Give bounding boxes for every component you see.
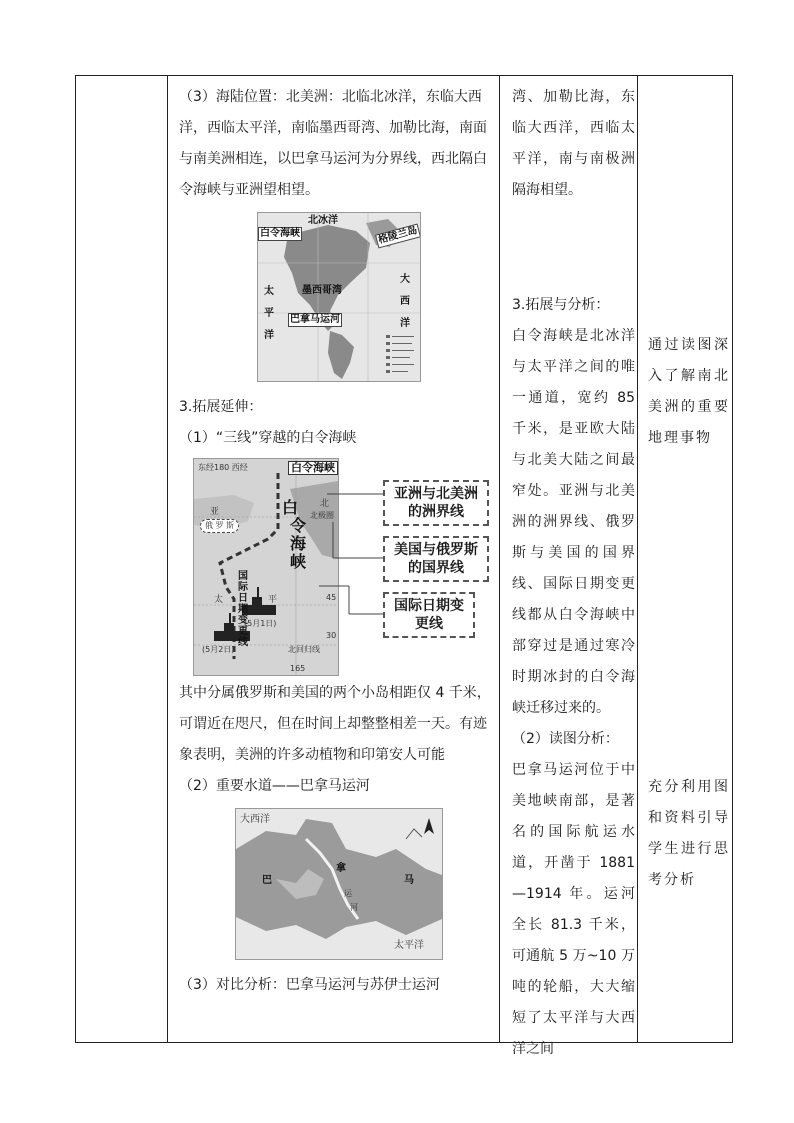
- map3-ba-label: 巴: [262, 875, 272, 886]
- ship-date-may1: (5月1日): [244, 619, 277, 628]
- gulf-of-mexico-label: 墨西哥湾: [302, 285, 342, 296]
- sea-land-position-paragraph: （3）海陆位置：北美洲：北临北冰洋，东临大西洋，西临太平洋，南临墨西哥湾、加勒比海，南面与南美洲相连，以巴拿马运河为分界线，西北隔白令海峡与亚洲望相望。: [179, 89, 487, 198]
- bering-strait-label: 白令海峡: [260, 228, 300, 239]
- column-divider: [499, 76, 500, 1042]
- north-arrow-icon: [424, 817, 434, 835]
- panama-canal-map: [235, 808, 443, 960]
- student-heading: 3.拓展与分析：: [512, 297, 610, 313]
- callout-national-boundary: 美国与俄罗斯 的国界线: [383, 536, 489, 582]
- north-america-map: [257, 212, 421, 382]
- pacific-ocean-label: 太平洋: [264, 286, 274, 341]
- bering-strait-geography: [194, 459, 338, 675]
- callout-continent-boundary: 亚洲与北美洲 的洲界线: [383, 480, 489, 526]
- map3-atlantic-label: 大西洋: [240, 814, 270, 825]
- north-america-label: 北: [320, 499, 330, 509]
- islands-paragraph: 其中分属俄罗斯和美国的两个小岛相距仅 4 千米，可谓近在咫尺，但在时间上却整整相差一天。有迹象表明，美洲的许多动植物和印第安人可能: [179, 685, 491, 763]
- student-para-3: 巴拿马运河位于中美地峡南部，是著名的国际航运水道，开凿于 1881—1914 年。运河全长 81.3 千米，可通航 5 万~10 万吨的轮船，大大缩短了太平洋与大西洋之间: [512, 762, 635, 1057]
- map3-ma-label: 马: [404, 875, 414, 886]
- panama-canal-figure: [179, 808, 493, 970]
- student-para-2: 白令海峡是北冰洋与太平洋之间的唯一通道，宽约 85 千米，是亚欧大陆与北美大陆之间最窄处。亚洲与北美洲的洲界线、俄罗斯与美国的国界线、国际日期变更线都从白令海峡中部穿过是通过寒冷时期冰封的白令海峡迁移过来的。: [512, 328, 635, 716]
- spacer: [512, 206, 635, 290]
- pacific-label-2: 平: [268, 595, 278, 605]
- lat-45-label: 45: [326, 593, 337, 602]
- bering-subheading: （1）“三线”穿越的白令海峡: [179, 430, 357, 446]
- column-divider: [167, 76, 168, 1042]
- map3-pacific-label: 太平洋: [394, 940, 424, 951]
- atlantic-ocean-label: 大西洋: [400, 274, 410, 329]
- strait-label-4: 峡: [290, 552, 307, 571]
- lesson-table: [75, 75, 733, 1057]
- longitude-label: 东经180 西经: [198, 463, 248, 472]
- greenland-label: 格陵兰岛: [375, 224, 421, 249]
- column-divider: [637, 76, 638, 1042]
- tropic-label: 北回归线: [288, 645, 320, 654]
- strait-label-3: 海: [290, 534, 307, 553]
- asia-label: 亚: [210, 507, 220, 517]
- student-subheading-2: （2）读图分析：: [512, 731, 619, 747]
- idl-vertical-label: 国 际 日 期 变 更 线: [238, 571, 248, 648]
- map3-canal-label: 运: [344, 889, 352, 898]
- comparison-subheading: （3）对比分析：巴拿马运河与苏伊士运河: [179, 977, 440, 993]
- north-america-map-figure: [179, 212, 493, 382]
- student-para-1: 湾、加勒比海，东临大西洋，西临太平洋，南与南极洲隔海相望。: [512, 89, 635, 198]
- arctic-circle-label: 北极圈: [310, 511, 334, 520]
- design-intent-note-1: 通过读图深入了解南北美洲的重要地理事物: [648, 337, 730, 446]
- bering-strait-map: [193, 458, 339, 676]
- bering-strait-figure: [179, 458, 493, 678]
- map3-na-label: 拿: [336, 863, 346, 874]
- ship-date-may2: (5月2日): [202, 645, 235, 654]
- lon-165-label: 165: [290, 664, 306, 673]
- strait-label-1: 白: [282, 498, 299, 517]
- design-intent-note-2: 充分利用图和资料引导学生进行思考分析: [648, 779, 730, 888]
- strait-label-2: 令: [290, 516, 307, 535]
- map-title: 白令海峡: [288, 461, 338, 475]
- arctic-ocean-label: 北冰洋: [308, 215, 338, 226]
- russia-label: 俄 罗 斯: [200, 519, 239, 533]
- student-activity-cell: [505, 76, 637, 1065]
- callout-date-line: 国际日期变 更线: [383, 592, 475, 638]
- teaching-content-cell: [171, 76, 497, 1001]
- map3-he-label: 河: [350, 903, 358, 912]
- section-heading-extension: 3.拓展延伸：: [179, 399, 263, 415]
- panama-canal-label: 巴拿马运河: [290, 314, 340, 325]
- pacific-label: 太: [214, 595, 224, 605]
- lat-30-label: 30: [326, 631, 337, 640]
- panama-subheading: （2）重要水道——巴拿马运河: [179, 778, 370, 794]
- map-legend: [386, 333, 416, 377]
